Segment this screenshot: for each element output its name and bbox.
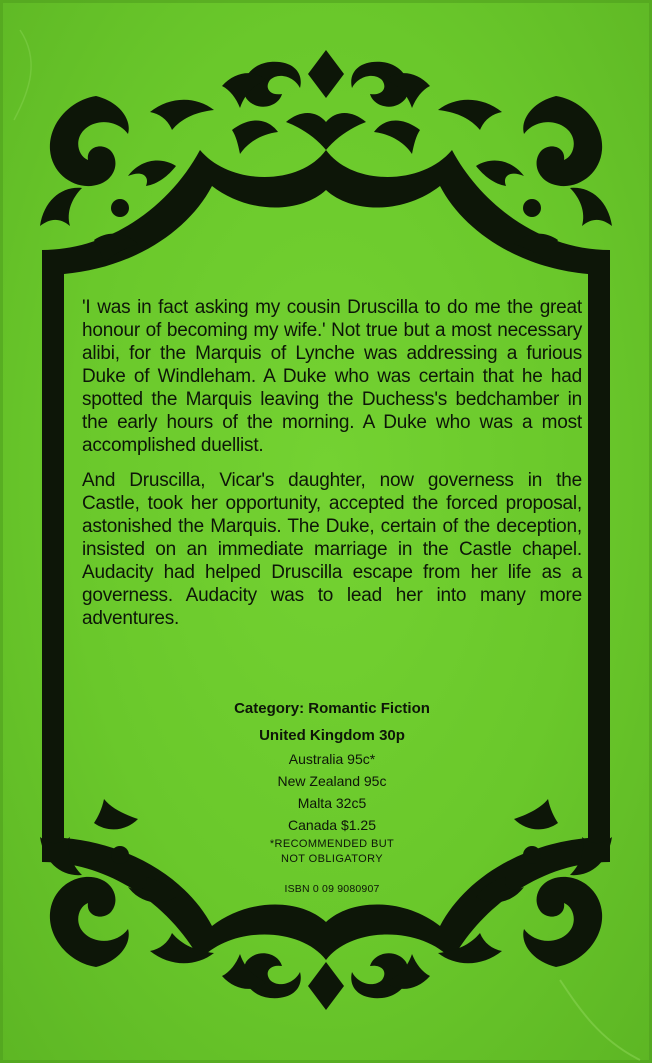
- price-australia: Australia 95c*: [288, 751, 376, 767]
- price-malta: Malta 32c5: [297, 795, 367, 811]
- price-new-zealand: New Zealand 95c: [277, 773, 387, 789]
- price-info-block: [132, 698, 532, 896]
- blurb-text: [82, 296, 582, 642]
- price-note-line-1: *RECOMMENDED BUT: [269, 838, 395, 850]
- isbn-number: ISBN 0 09 9080907: [284, 883, 380, 895]
- price-note-line-2: NOT OBLIGATORY: [281, 853, 383, 865]
- uk-price: United Kingdom 30p: [259, 727, 405, 744]
- blurb-paragraph-2: And Druscilla, Vicar's daughter, now governess in the Castle, took her opportunity, accepted the forced proposal, astonished the Marquis. The Duke, certain of the deception, insisted on an immediate marriage in the Castle chapel. Audacity had helped Druscilla escape from her life as a governess. Audacity was to lead her into many more adventures.: [82, 470, 582, 629]
- price-canada: Canada $1.25: [288, 817, 376, 833]
- blurb-paragraph-1: 'I was in fact asking my cousin Druscilla to do me the great honour of becoming my wife.' Not true but a most necessary alibi, for the Marquis of Lynche was addressing a furious Duke of Windleham. A Duke who was certain that he had spotted the Marquis leaving the Duchess's bedchamber in the early hours of the morning. A Duke who was a most accomplished duellist.: [82, 297, 582, 456]
- category-label: Category: Romantic Fiction: [234, 700, 430, 717]
